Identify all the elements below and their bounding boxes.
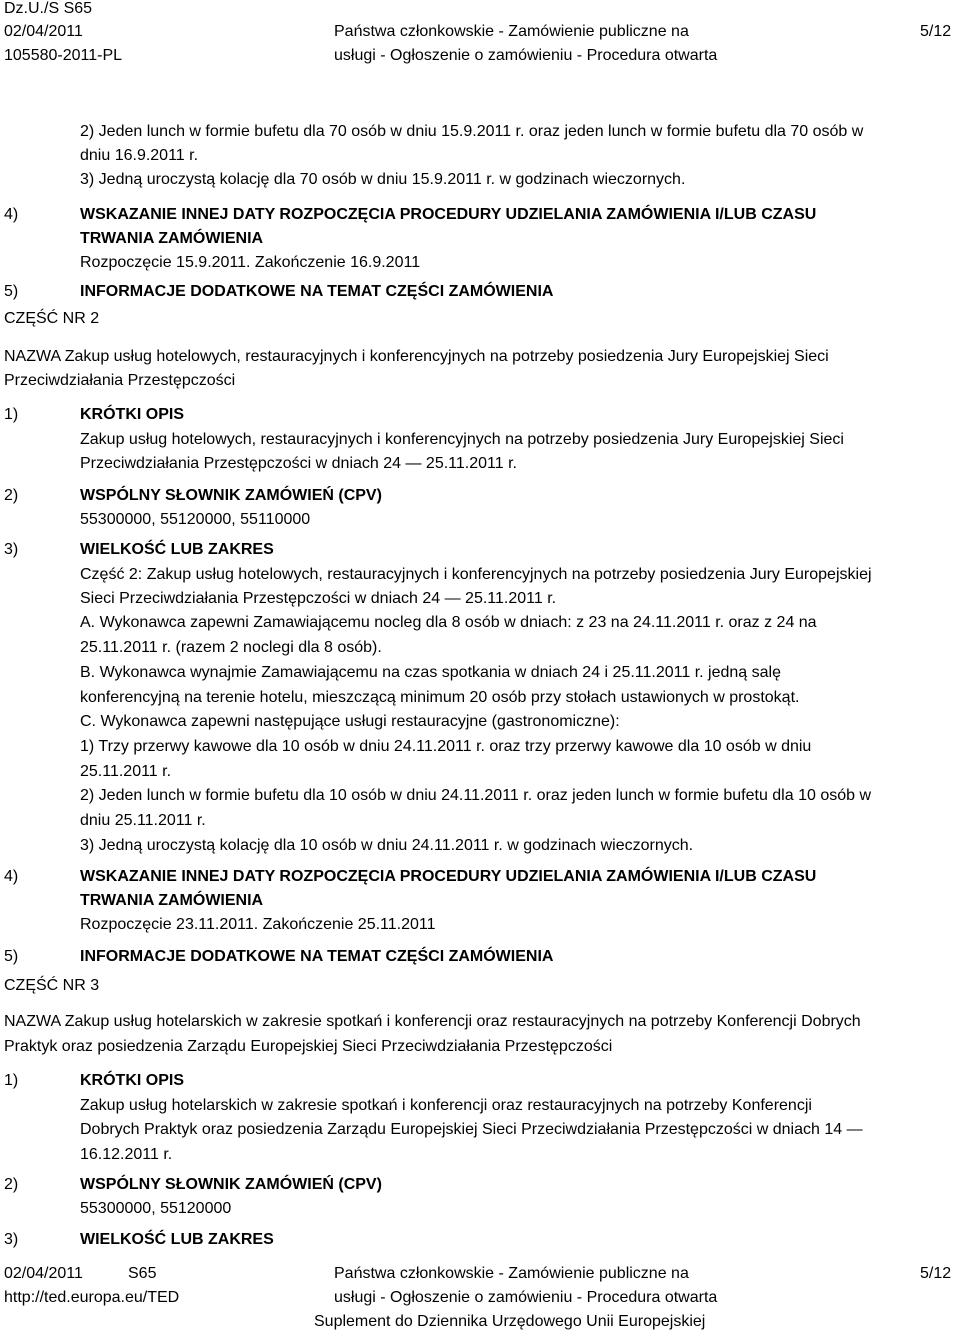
- part-name: Przeciwdziałania Przestępczości: [4, 372, 236, 389]
- section-number: 4): [4, 868, 19, 885]
- text-line: 25.11.2011 r.: [80, 763, 172, 780]
- section-number: 3): [4, 1231, 19, 1248]
- section-number: 2): [4, 487, 19, 504]
- section-title: INFORMACJE DODATKOWE NA TEMAT CZĘŚCI ZAMÓWIENIA: [80, 283, 554, 300]
- part-heading: CZĘŚĆ NR 2: [4, 310, 100, 327]
- section-number: 3): [4, 541, 19, 558]
- section-title: TRWANIA ZAMÓWIENIA: [80, 892, 264, 909]
- footer-title-line2: usługi - Ogłoszenie o zamówieniu - Procedura otwarta: [334, 1289, 718, 1306]
- footer-url-link[interactable]: http://ted.europa.eu/TED: [4, 1289, 180, 1306]
- footer-title-line3: Suplement do Dziennika Urzędowego Unii Europejskiej: [314, 1313, 706, 1330]
- section-text: Dobrych Praktyk oraz posiedzenia Zarządu Europejskiej Sieci Przeciwdziałania Przestępczości w dniach 14 —: [80, 1121, 863, 1138]
- footer-series: S65: [128, 1265, 157, 1282]
- text-line: C. Wykonawca zapewni następujące usługi restauracyjne (gastronomiczne):: [80, 713, 620, 730]
- section-number: 1): [4, 1072, 19, 1089]
- section-title: WSKAZANIE INNEJ DATY ROZPOCZĘCIA PROCEDURY UDZIELANIA ZAMÓWIENIA I/LUB CZASU: [80, 206, 817, 223]
- text-line: 1) Trzy przerwy kawowe dla 10 osób w dniu 24.11.2011 r. oraz trzy przerwy kawowe dla 10 osób w dniu: [80, 738, 812, 755]
- header-notice-ref: 105580-2011-PL: [4, 47, 123, 64]
- text-line: Sieci Przeciwdziałania Przestępczości w dniach 24 — 25.11.2011 r.: [80, 590, 557, 607]
- part-heading: CZĘŚĆ NR 3: [4, 977, 100, 994]
- text-line: konferencyjną na terenie hotelu, mieszczącą minimum 20 osób przy stołach ustawionych w prostokąt.: [80, 689, 800, 706]
- section-title: KRÓTKI OPIS: [80, 406, 185, 423]
- section-text: Przeciwdziałania Przestępczości w dniach 24 — 25.11.2011 r.: [80, 455, 517, 472]
- text-line: 2) Jeden lunch w formie bufetu dla 70 osób w dniu 15.9.2011 r. oraz jeden lunch w formie bufetu dla 70 osób w: [80, 123, 864, 140]
- section-number: 5): [4, 948, 19, 965]
- section-title: TRWANIA ZAMÓWIENIA: [80, 230, 264, 247]
- header-page-number: 5/12: [920, 23, 952, 40]
- section-text: Zakup usług hotelowych, restauracyjnych i konferencyjnych na potrzeby posiedzenia Jury Europejskiej Sieci: [80, 431, 844, 448]
- text-line: 3) Jedną uroczystą kolację dla 70 osób w dniu 15.9.2011 r. w godzinach wieczornych.: [80, 171, 686, 188]
- journal-ref: Dz.U./S S65: [4, 0, 93, 17]
- section-number: 5): [4, 283, 19, 300]
- header-title-line2: usługi - Ogłoszenie o zamówieniu - Procedura otwarta: [334, 47, 718, 64]
- section-text: Zakup usług hotelarskich w zakresie spotkań i konferencji oraz restauracyjnych na potrzeby Konferencji: [80, 1097, 812, 1114]
- cpv-codes: 55300000, 55120000, 55110000: [80, 511, 311, 528]
- section-number: 4): [4, 206, 19, 223]
- part-name: Praktyk oraz posiedzenia Zarządu Europejskiej Sieci Przeciwdziałania Przestępczości: [4, 1038, 613, 1055]
- text-line: 2) Jeden lunch w formie bufetu dla 10 osób w dniu 24.11.2011 r. oraz jeden lunch w formie bufetu dla 10 osób w: [80, 787, 872, 804]
- section-text: 16.12.2011 r.: [80, 1146, 173, 1163]
- section-number: 2): [4, 1176, 19, 1193]
- part-name: NAZWA Zakup usług hotelowych, restauracyjnych i konferencyjnych na potrzeby posiedzenia Jury Europejskiej Sieci: [4, 348, 829, 365]
- section-title: KRÓTKI OPIS: [80, 1072, 185, 1089]
- text-line: 3) Jedną uroczystą kolację dla 10 osób w dniu 24.11.2011 r. w godzinach wieczornych.: [80, 837, 694, 854]
- text-line: 25.11.2011 r. (razem 2 noclegi dla 8 osób).: [80, 639, 382, 656]
- section-text: Rozpoczęcie 23.11.2011. Zakończenie 25.11.2011: [80, 916, 436, 933]
- text-line: B. Wykonawca wynajmie Zamawiającemu na czas spotkania w dniach 24 i 25.11.2011 r. jedną salę: [80, 664, 781, 681]
- text-line: dniu 25.11.2011 r.: [80, 812, 206, 829]
- text-line: A. Wykonawca zapewni Zamawiającemu nocleg dla 8 osób w dniach: z 23 na 24.11.2011 r. oraz z 24 na: [80, 614, 817, 631]
- header-title-line1: Państwa członkowskie - Zamówienie publiczne na: [334, 23, 689, 40]
- footer-title-line1: Państwa członkowskie - Zamówienie publiczne na: [334, 1265, 689, 1282]
- section-text: Rozpoczęcie 15.9.2011. Zakończenie 16.9.2011: [80, 254, 421, 271]
- part-name: NAZWA Zakup usług hotelarskich w zakresie spotkań i konferencji oraz restauracyjnych na potrzeby Konferencji Dobrych: [4, 1013, 861, 1030]
- section-title: WIELKOŚĆ LUB ZAKRES: [80, 1231, 274, 1248]
- footer-page-number: 5/12: [920, 1265, 952, 1282]
- section-title: INFORMACJE DODATKOWE NA TEMAT CZĘŚCI ZAMÓWIENIA: [80, 948, 554, 965]
- header-date: 02/04/2011: [4, 23, 83, 40]
- text-line: dniu 16.9.2011 r.: [80, 147, 199, 164]
- footer-date: 02/04/2011: [4, 1265, 83, 1282]
- text-line: Część 2: Zakup usług hotelowych, restauracyjnych i konferencyjnych na potrzeby posiedzenia Jury Europejskiej: [80, 566, 872, 583]
- section-title: WSKAZANIE INNEJ DATY ROZPOCZĘCIA PROCEDURY UDZIELANIA ZAMÓWIENIA I/LUB CZASU: [80, 868, 817, 885]
- section-title: WIELKOŚĆ LUB ZAKRES: [80, 541, 274, 558]
- section-title: WSPÓLNY SŁOWNIK ZAMÓWIEŃ (CPV): [80, 1176, 382, 1193]
- section-number: 1): [4, 406, 19, 423]
- cpv-codes: 55300000, 55120000: [80, 1200, 232, 1217]
- section-title: WSPÓLNY SŁOWNIK ZAMÓWIEŃ (CPV): [80, 487, 382, 504]
